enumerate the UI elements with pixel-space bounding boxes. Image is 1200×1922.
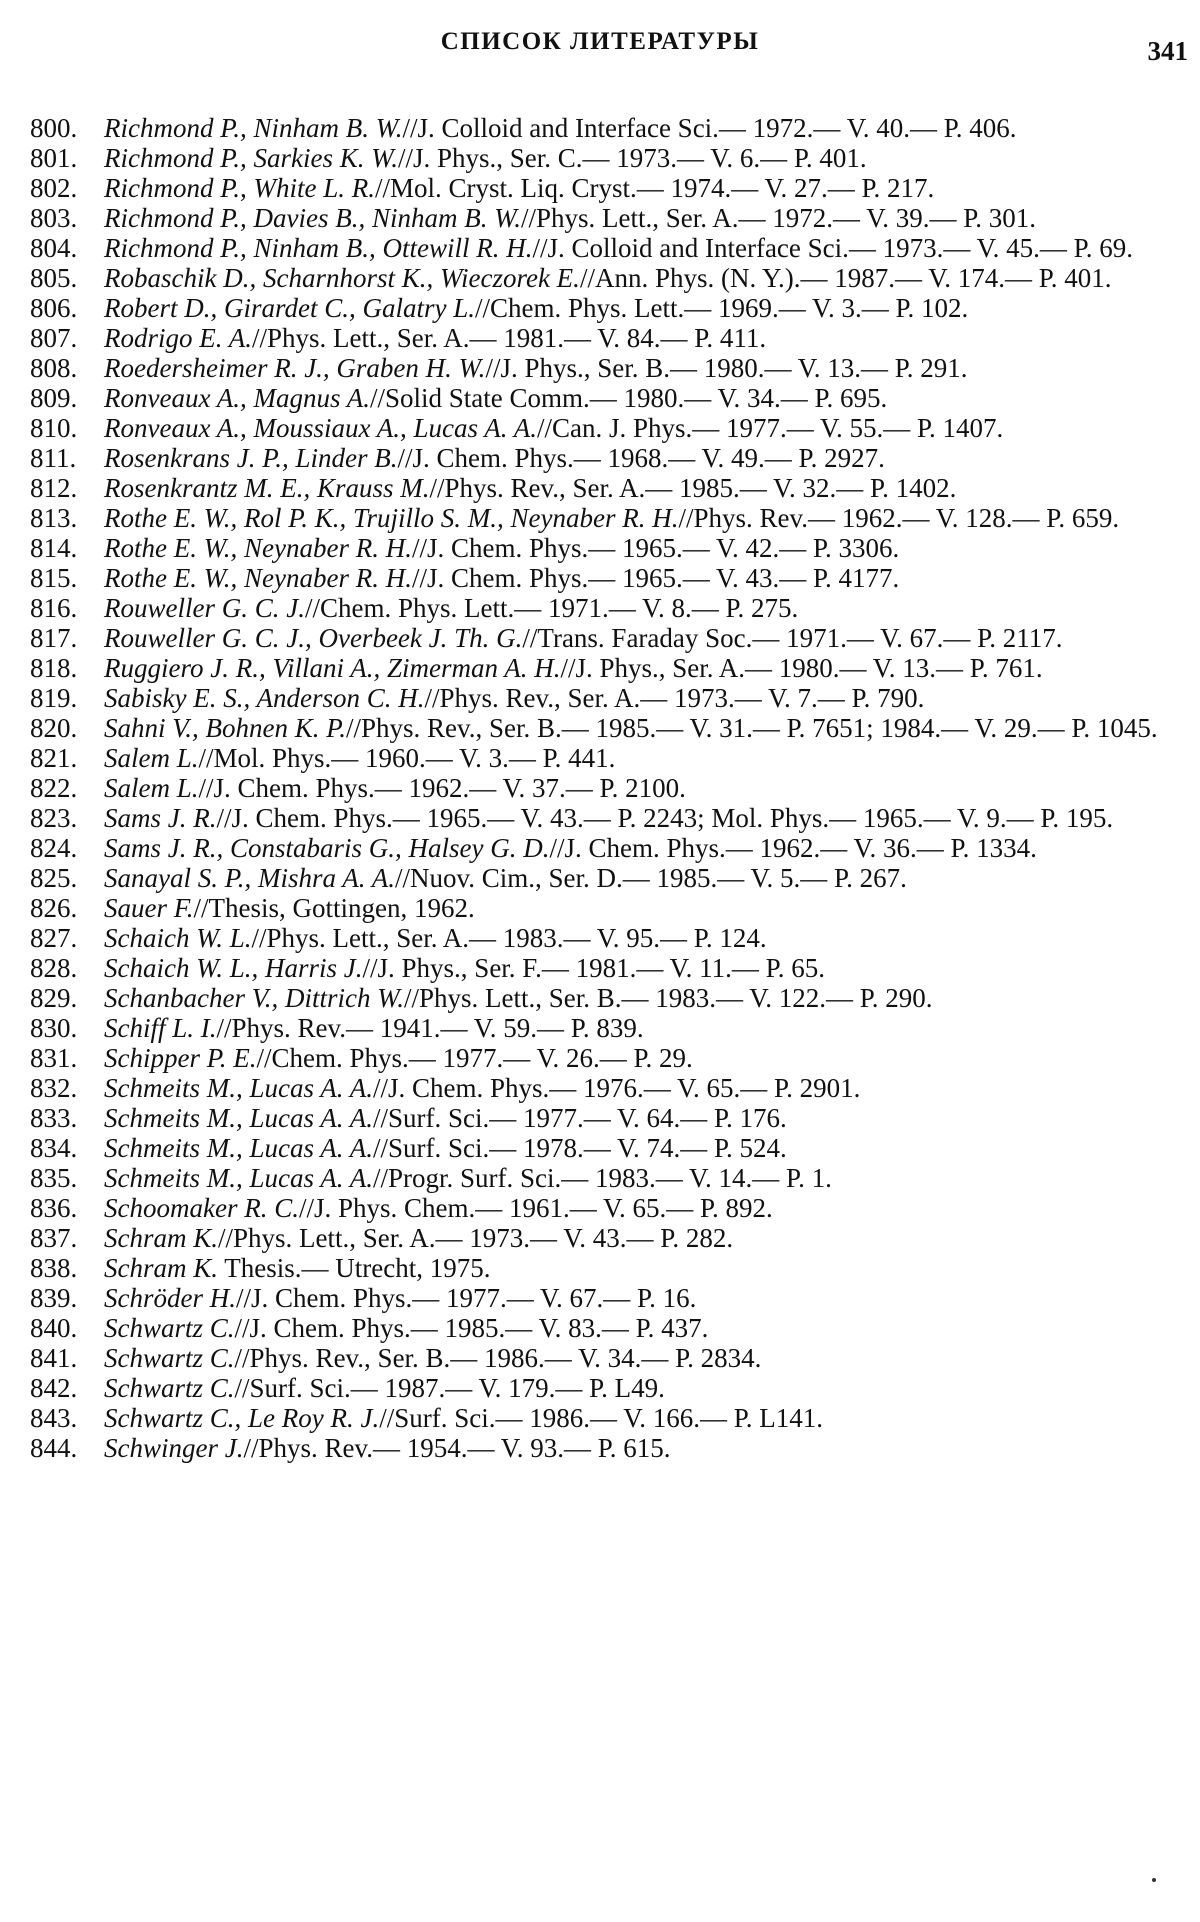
- reference-entry: [30, 623, 1168, 653]
- reference-source: //Nuov. Cim., Ser. D.— 1985.— V. 5.— P. 267.: [395, 863, 907, 893]
- reference-authors: Rouweller G. C. J., Overbeek J. Th. G.: [104, 623, 523, 653]
- reference-number: 802.: [30, 173, 78, 203]
- reference-entry: [30, 1343, 1168, 1373]
- reference-authors: Rothe E. W., Neynaber R. H.: [104, 563, 412, 593]
- reference-authors: Rouweller G. C. J.: [104, 593, 305, 623]
- reference-source: //J. Chem. Phys.— 1977.— V. 67.— P. 16.: [235, 1283, 697, 1313]
- reference-source: //Can. J. Phys.— 1977.— V. 55.— P. 1407.: [536, 413, 1004, 443]
- reference-number: 822.: [30, 773, 78, 803]
- reference-source: //J. Chem. Phys.— 1976.— V. 65.— P. 2901.: [373, 1073, 861, 1103]
- reference-number: 832.: [30, 1073, 78, 1103]
- reference-number: 801.: [30, 143, 78, 173]
- reference-number: 811.: [30, 443, 77, 473]
- reference-source: //Ann. Phys. (N. Y.).— 1987.— V. 174.— P. 401.: [579, 263, 1112, 293]
- reference-authors: Schmeits M., Lucas A. A.: [104, 1133, 373, 1163]
- reference-source: //Phys. Rev., Ser. A.— 1973.— V. 7.— P. 790.: [424, 683, 925, 713]
- reference-authors: Richmond P., Ninham B. W.: [104, 113, 403, 143]
- reference-source: //Phys. Rev.— 1962.— V. 128.— P. 659.: [678, 503, 1120, 533]
- reference-authors: Schiff L. I.: [104, 1013, 217, 1043]
- running-head: СПИСОК ЛИТЕРАТУРЫ: [440, 28, 760, 55]
- reference-source: //J. Chem. Phys.— 1965.— V. 43.— P. 4177.: [411, 563, 900, 593]
- reference-number: 817.: [30, 623, 78, 653]
- reference-entry: [30, 803, 1168, 833]
- reference-number: 812.: [30, 473, 78, 503]
- reference-number: 804.: [30, 233, 78, 263]
- reference-entry: [30, 923, 1168, 953]
- reference-source: //J. Phys., Ser. C.— 1973.— V. 6.— P. 401.: [398, 143, 867, 173]
- reference-authors: Schram K.: [104, 1223, 218, 1253]
- reference-authors: Schaich W. L.: [104, 923, 252, 953]
- reference-source: //Surf. Sci.— 1978.— V. 74.— P. 524.: [373, 1133, 787, 1163]
- reference-entry: [30, 233, 1168, 263]
- reference-source: Thesis.— Utrecht, 1975.: [218, 1253, 491, 1283]
- reference-number: 813.: [30, 503, 78, 533]
- reference-number: 821.: [30, 743, 78, 773]
- reference-entry: [30, 323, 1168, 353]
- reference-number: 834.: [30, 1133, 78, 1163]
- reference-authors: Richmond P., White L. R.: [104, 173, 375, 203]
- reference-source: //J. Phys. Chem.— 1961.— V. 65.— P. 892.: [298, 1193, 773, 1223]
- reference-number: 814.: [30, 533, 78, 563]
- reference-number: 831.: [30, 1043, 78, 1073]
- reference-entry: [30, 713, 1168, 743]
- reference-source: //Mol. Cryst. Liq. Cryst.— 1974.— V. 27.— P. 217.: [374, 173, 935, 203]
- reference-number: 840.: [30, 1313, 78, 1343]
- reference-authors: Rosenkrans J. P., Linder B.: [104, 443, 398, 473]
- reference-entry: [30, 833, 1168, 863]
- reference-entry: [30, 413, 1168, 443]
- reference-entry: [30, 293, 1168, 323]
- reference-authors: Schwartz C.: [104, 1343, 235, 1373]
- stray-dot: [1152, 1878, 1156, 1882]
- reference-entry: [30, 503, 1168, 533]
- reference-entry: [30, 1223, 1168, 1253]
- reference-entry: [30, 1283, 1168, 1313]
- reference-authors: Schmeits M., Lucas A. A.: [104, 1103, 373, 1133]
- reference-entry: [30, 1193, 1168, 1223]
- reference-source: //J. Chem. Phys.— 1965.— V. 42.— P. 3306.: [411, 533, 900, 563]
- reference-authors: Schoomaker R. C.: [104, 1193, 299, 1223]
- reference-number: 836.: [30, 1193, 78, 1223]
- reference-authors: Schwinger J.: [104, 1433, 244, 1463]
- reference-list: [30, 113, 1168, 1463]
- reference-authors: Schram K.: [104, 1253, 218, 1283]
- reference-authors: Rodrigo E. A.: [104, 323, 252, 353]
- reference-number: 807.: [30, 323, 78, 353]
- reference-number: 826.: [30, 893, 78, 923]
- reference-authors: Schipper P. E.: [104, 1043, 257, 1073]
- reference-authors: Sams J. R., Constabaris G., Halsey G. D.: [104, 833, 550, 863]
- reference-entry: [30, 593, 1168, 623]
- reference-entry: [30, 473, 1168, 503]
- reference-entry: [30, 1073, 1168, 1103]
- reference-source: //Phys. Lett., Ser. A.— 1972.— V. 39.— P. 301.: [520, 203, 1037, 233]
- reference-entry: [30, 893, 1168, 923]
- reference-number: 833.: [30, 1103, 78, 1133]
- reference-number: 843.: [30, 1403, 78, 1433]
- reference-source: //Phys. Lett., Ser. A.— 1981.— V. 84.— P. 411.: [252, 323, 767, 353]
- reference-entry: [30, 1043, 1168, 1073]
- reference-authors: Rothe E. W., Neynaber R. H.: [104, 533, 412, 563]
- reference-authors: Sams J. R.: [104, 803, 217, 833]
- reference-source: //Solid State Comm.— 1980.— V. 34.— P. 695.: [369, 383, 888, 413]
- reference-authors: Robert D., Girardet C., Galatry L.: [104, 293, 475, 323]
- reference-source: //Surf. Sci.— 1987.— V. 179.— P. L49.: [234, 1373, 665, 1403]
- reference-number: 823.: [30, 803, 78, 833]
- reference-number: 810.: [30, 413, 78, 443]
- reference-number: 841.: [30, 1343, 78, 1373]
- reference-source: //Phys. Rev., Ser. B.— 1985.— V. 31.— P. 7651; 1984.— V. 29.— P. 1045.: [346, 713, 1158, 743]
- reference-entry: [30, 263, 1168, 293]
- reference-entry: [30, 1163, 1168, 1193]
- reference-number: 829.: [30, 983, 78, 1013]
- reference-source: //Mol. Phys.— 1960.— V. 3.— P. 441.: [198, 743, 616, 773]
- reference-source: //J. Chem. Phys.— 1985.— V. 83.— P. 437.: [234, 1313, 709, 1343]
- reference-number: 800.: [30, 113, 78, 143]
- reference-authors: Sanayal S. P., Mishra A. A.: [104, 863, 396, 893]
- reference-source: //J. Phys., Ser. B.— 1980.— V. 13.— P. 291.: [485, 353, 968, 383]
- reference-entry: [30, 383, 1168, 413]
- reference-entry: [30, 143, 1168, 173]
- reference-number: 830.: [30, 1013, 78, 1043]
- reference-authors: Rothe E. W., Rol P. K., Trujillo S. M., Neynaber R. H.: [104, 503, 679, 533]
- reference-authors: Schmeits M., Lucas A. A.: [104, 1073, 373, 1103]
- reference-entry: [30, 1133, 1168, 1163]
- reference-authors: Salem L.: [104, 773, 199, 803]
- reference-authors: Sahni V., Bohnen K. P.: [104, 713, 347, 743]
- reference-authors: Robaschik D., Scharnhorst K., Wieczorek E.: [104, 263, 580, 293]
- reference-number: 839.: [30, 1283, 78, 1313]
- reference-source: //Phys. Rev., Ser. A.— 1985.— V. 32.— P. 1402.: [429, 473, 957, 503]
- reference-entry: [30, 1253, 1168, 1283]
- reference-entry: [30, 1373, 1168, 1403]
- reference-authors: Rosenkrantz M. E., Krauss M.: [104, 473, 430, 503]
- reference-entry: [30, 1313, 1168, 1343]
- reference-authors: Sabisky E. S., Anderson C. H.: [104, 683, 425, 713]
- reference-source: //Phys. Lett., Ser. A.— 1983.— V. 95.— P. 124.: [251, 923, 767, 953]
- reference-number: 818.: [30, 653, 78, 683]
- reference-number: 803.: [30, 203, 78, 233]
- reference-entry: [30, 353, 1168, 383]
- reference-entry: [30, 1433, 1168, 1463]
- reference-number: 835.: [30, 1163, 78, 1193]
- reference-authors: Roedersheimer R. J., Graben H. W.: [104, 353, 486, 383]
- reference-entry: [30, 533, 1168, 563]
- reference-authors: Richmond P., Sarkies K. W.: [104, 143, 398, 173]
- reference-entry: [30, 1013, 1168, 1043]
- reference-number: 844.: [30, 1433, 78, 1463]
- reference-source: //Chem. Phys. Lett.— 1971.— V. 8.— P. 275.: [304, 593, 799, 623]
- reference-source: //J. Colloid and Interface Sci.— 1973.— V. 45.— P. 69.: [532, 233, 1133, 263]
- reference-authors: Sauer F.: [104, 893, 194, 923]
- reference-authors: Ronveaux A., Moussiaux A., Lucas A. A.: [104, 413, 537, 443]
- reference-source: //Phys. Lett., Ser. B.— 1983.— V. 122.— P. 290.: [403, 983, 933, 1013]
- reference-entry: [30, 863, 1168, 893]
- reference-authors: Richmond P., Ninham B., Ottewill R. H.: [104, 233, 533, 263]
- reference-authors: Schwartz C.: [104, 1373, 235, 1403]
- reference-entry: [30, 953, 1168, 983]
- reference-number: 806.: [30, 293, 78, 323]
- reference-source: //J. Phys., Ser. A.— 1980.— V. 13.— P. 761.: [560, 653, 1043, 683]
- reference-authors: Ronveaux A., Magnus A.: [104, 383, 370, 413]
- reference-source: //Chem. Phys.— 1977.— V. 26.— P. 29.: [256, 1043, 693, 1073]
- reference-source: //J. Phys., Ser. F.— 1981.— V. 11.— P. 65.: [362, 953, 825, 983]
- reference-authors: Salem L.: [104, 743, 199, 773]
- reference-number: 827.: [30, 923, 78, 953]
- reference-entry: [30, 1103, 1168, 1133]
- reference-number: 819.: [30, 683, 78, 713]
- reference-number: 842.: [30, 1373, 78, 1403]
- reference-source: //J. Colloid and Interface Sci.— 1972.— V. 40.— P. 406.: [402, 113, 1017, 143]
- reference-entry: [30, 773, 1168, 803]
- reference-entry: [30, 683, 1168, 713]
- reference-number: 824.: [30, 833, 78, 863]
- reference-source: //Phys. Rev., Ser. B.— 1986.— V. 34.— P. 2834.: [234, 1343, 762, 1373]
- reference-number: 837.: [30, 1223, 78, 1253]
- reference-entry: [30, 563, 1168, 593]
- reference-source: //Trans. Faraday Soc.— 1971.— V. 67.— P. 2117.: [522, 623, 1063, 653]
- reference-number: 815.: [30, 563, 78, 593]
- reference-source: //Surf. Sci.— 1986.— V. 166.— P. L141.: [379, 1403, 824, 1433]
- reference-source: //Phys. Lett., Ser. A.— 1973.— V. 43.— P. 282.: [218, 1223, 734, 1253]
- reference-authors: Schröder H.: [104, 1283, 236, 1313]
- reference-authors: Schmeits M., Lucas A. A.: [104, 1163, 373, 1193]
- reference-entry: [30, 743, 1168, 773]
- reference-source: //Thesis, Gottingen, 1962.: [193, 893, 475, 923]
- reference-number: 820.: [30, 713, 78, 743]
- reference-source: //J. Chem. Phys.— 1962.— V. 36.— P. 1334.: [549, 833, 1037, 863]
- reference-authors: Richmond P., Davies B., Ninham B. W.: [104, 203, 521, 233]
- reference-authors: Ruggiero J. R., Villani A., Zimerman A. H.: [104, 653, 561, 683]
- reference-entry: [30, 443, 1168, 473]
- page-number: 341: [1147, 36, 1188, 66]
- reference-source: //Phys. Rev.— 1941.— V. 59.— P. 839.: [216, 1013, 644, 1043]
- reference-number: 809.: [30, 383, 78, 413]
- reference-source: //Progr. Surf. Sci.— 1983.— V. 14.— P. 1.: [373, 1163, 832, 1193]
- reference-authors: Schaich W. L., Harris J.: [104, 953, 363, 983]
- reference-entry: [30, 173, 1168, 203]
- reference-entry: [30, 983, 1168, 1013]
- reference-source: //Chem. Phys. Lett.— 1969.— V. 3.— P. 102.: [475, 293, 969, 323]
- reference-source: //J. Chem. Phys.— 1962.— V. 37.— P. 2100.: [198, 773, 686, 803]
- reference-source: //Phys. Rev.— 1954.— V. 93.— P. 615.: [243, 1433, 671, 1463]
- reference-authors: Schwartz C.: [104, 1313, 235, 1343]
- reference-source: //J. Chem. Phys.— 1968.— V. 49.— P. 2927.: [397, 443, 885, 473]
- reference-number: 808.: [30, 353, 78, 383]
- reference-entry: [30, 113, 1168, 143]
- reference-number: 805.: [30, 263, 78, 293]
- reference-entry: [30, 653, 1168, 683]
- reference-source: //J. Chem. Phys.— 1965.— V. 43.— P. 2243; Mol. Phys.— 1965.— V. 9.— P. 195.: [216, 803, 1114, 833]
- reference-number: 825.: [30, 863, 78, 893]
- page-header: [0, 28, 1200, 68]
- reference-authors: Schanbacher V., Dittrich W.: [104, 983, 404, 1013]
- reference-authors: Schwartz C., Le Roy R. J.: [104, 1403, 380, 1433]
- reference-source: //Surf. Sci.— 1977.— V. 64.— P. 176.: [373, 1103, 787, 1133]
- reference-number: 816.: [30, 593, 78, 623]
- reference-entry: [30, 1403, 1168, 1433]
- reference-number: 828.: [30, 953, 78, 983]
- reference-number: 838.: [30, 1253, 78, 1283]
- reference-entry: [30, 203, 1168, 233]
